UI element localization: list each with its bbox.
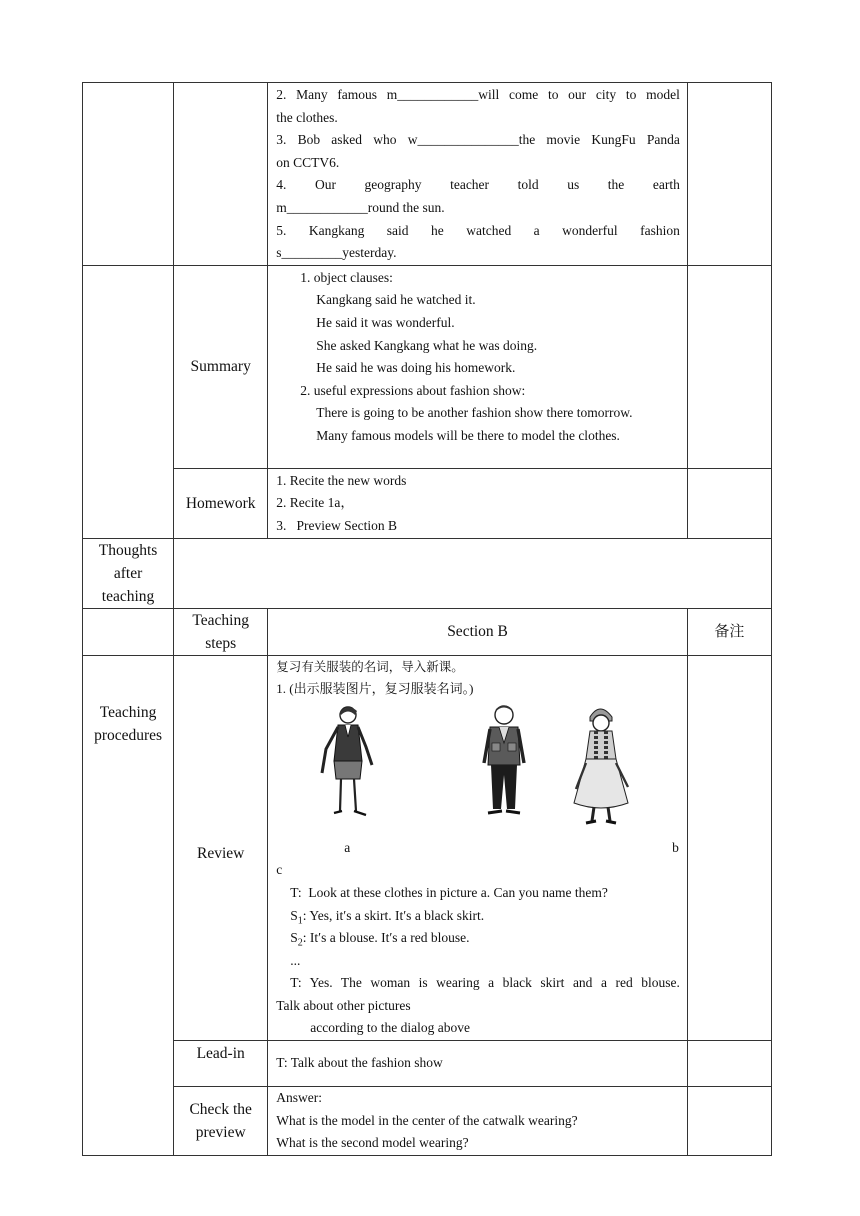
exercise-content [268, 83, 688, 266]
check-line: What is the second model wearing? [276, 1135, 469, 1151]
picture-labels [276, 837, 680, 860]
homework-line: 1. Recite the new words [276, 472, 407, 488]
leadin-row [83, 1041, 772, 1087]
notes-cell [687, 1041, 771, 1087]
notes-cell [687, 265, 771, 468]
exercise-line: 5. Kangkang said he watched a wonderful fashion [276, 222, 680, 238]
teaching-steps-header: Teaching steps [174, 608, 268, 655]
exercise-row [83, 83, 772, 266]
exercise-line: 4. Our geography teacher told us the earth [276, 177, 680, 193]
notes-cell [687, 468, 771, 538]
empty-cell [83, 265, 174, 538]
lesson-plan-table [82, 82, 772, 1156]
review-content [268, 655, 688, 1041]
picture-label-a: a [344, 839, 351, 855]
empty-cell [174, 83, 268, 266]
dialog-line: $S_1$: Yes, it′s a skirt. It′s a black skirt. [290, 907, 485, 927]
exercise-line: the clothes. [276, 109, 338, 125]
exercise-line: 3. Bob asked who w_______________the movie KungFu Panda [276, 132, 680, 148]
dialog-line: Talk about other pictures [276, 997, 411, 1013]
homework-content [268, 468, 688, 538]
girl-in-scarf-and-dress-figure [566, 703, 636, 827]
dialog-line: $S_2$: It′s a blouse. It′s a red blouse. [290, 930, 470, 949]
notes-cell [687, 1087, 771, 1156]
thoughts-content [174, 538, 772, 608]
summary-line: 2. useful expressions about fashion show: [300, 382, 526, 398]
summary-line: She asked Kangkang what he was doing. [316, 337, 538, 353]
steps-header-row [83, 608, 772, 655]
review-intro: 复习有关服装的名词，导入新课。 [276, 658, 464, 674]
woman-in-blouse-and-skirt-figure [314, 703, 384, 823]
summary-line: Many famous models will be there to model the clothes. [316, 427, 620, 443]
dialog-line: ... [290, 952, 301, 968]
exercise-line: 2. Many famous m____________will come to our city to model [276, 87, 680, 102]
exercise-line: on CCTV6. [276, 154, 340, 170]
picture-label-b: b [672, 839, 679, 855]
homework-label: Homework [174, 468, 268, 538]
check-line: Answer: [276, 1090, 322, 1106]
summary-line: He said it was wonderful. [316, 314, 455, 330]
summary-label: Summary [174, 265, 268, 468]
check-preview-content [268, 1087, 688, 1156]
thoughts-row [83, 538, 772, 608]
check-preview-row [83, 1087, 772, 1156]
summary-line: There is going to be another fashion show there tomorrow. [316, 405, 633, 421]
notes-header: 备注 [687, 608, 771, 655]
leadin-content: T: Talk about the fashion show [268, 1041, 688, 1087]
homework-line: 3. Preview Section B [276, 517, 397, 533]
summary-line: 1. object clauses: [300, 269, 393, 285]
notes-cell [687, 83, 771, 266]
clothes-pictures [276, 703, 680, 837]
homework-line: 2. Recite 1a， [276, 495, 354, 511]
summary-line: He said he was doing his homework. [316, 360, 516, 376]
man-in-jacket-figure [474, 703, 534, 819]
notes-cell [687, 655, 771, 1041]
teaching-procedures-label: Teaching procedures [83, 655, 174, 1155]
section-header: Section B [268, 608, 688, 655]
check-line: What is the model in the center of the catwalk wearing? [276, 1112, 578, 1128]
dialog-line: T: Look at these clothes in picture a. Can you name them? [290, 884, 608, 900]
exercise-line: s_________yesterday. [276, 245, 397, 261]
empty-cell [83, 608, 174, 655]
homework-row [83, 468, 772, 538]
empty-cell [83, 83, 174, 266]
dialog-line: T: Yes. The woman is wearing a black skirt and a red blouse. [290, 975, 680, 991]
summary-row [83, 265, 772, 468]
check-preview-label: Check the preview [174, 1087, 268, 1156]
review-label: Review [174, 655, 268, 1041]
dialog-line: according to the dialog above [310, 1020, 470, 1036]
picture-label-c: c [276, 862, 283, 878]
exercise-line: m____________round the sun. [276, 199, 445, 215]
leadin-label: Lead-in [174, 1041, 268, 1087]
review-row [83, 655, 772, 1041]
summary-line: Kangkang said he watched it. [316, 292, 476, 308]
review-item: 1. (出示服装图片，复习服装名词。) [276, 681, 474, 697]
thoughts-label: Thoughts after teaching [83, 538, 174, 608]
summary-content [268, 265, 688, 468]
